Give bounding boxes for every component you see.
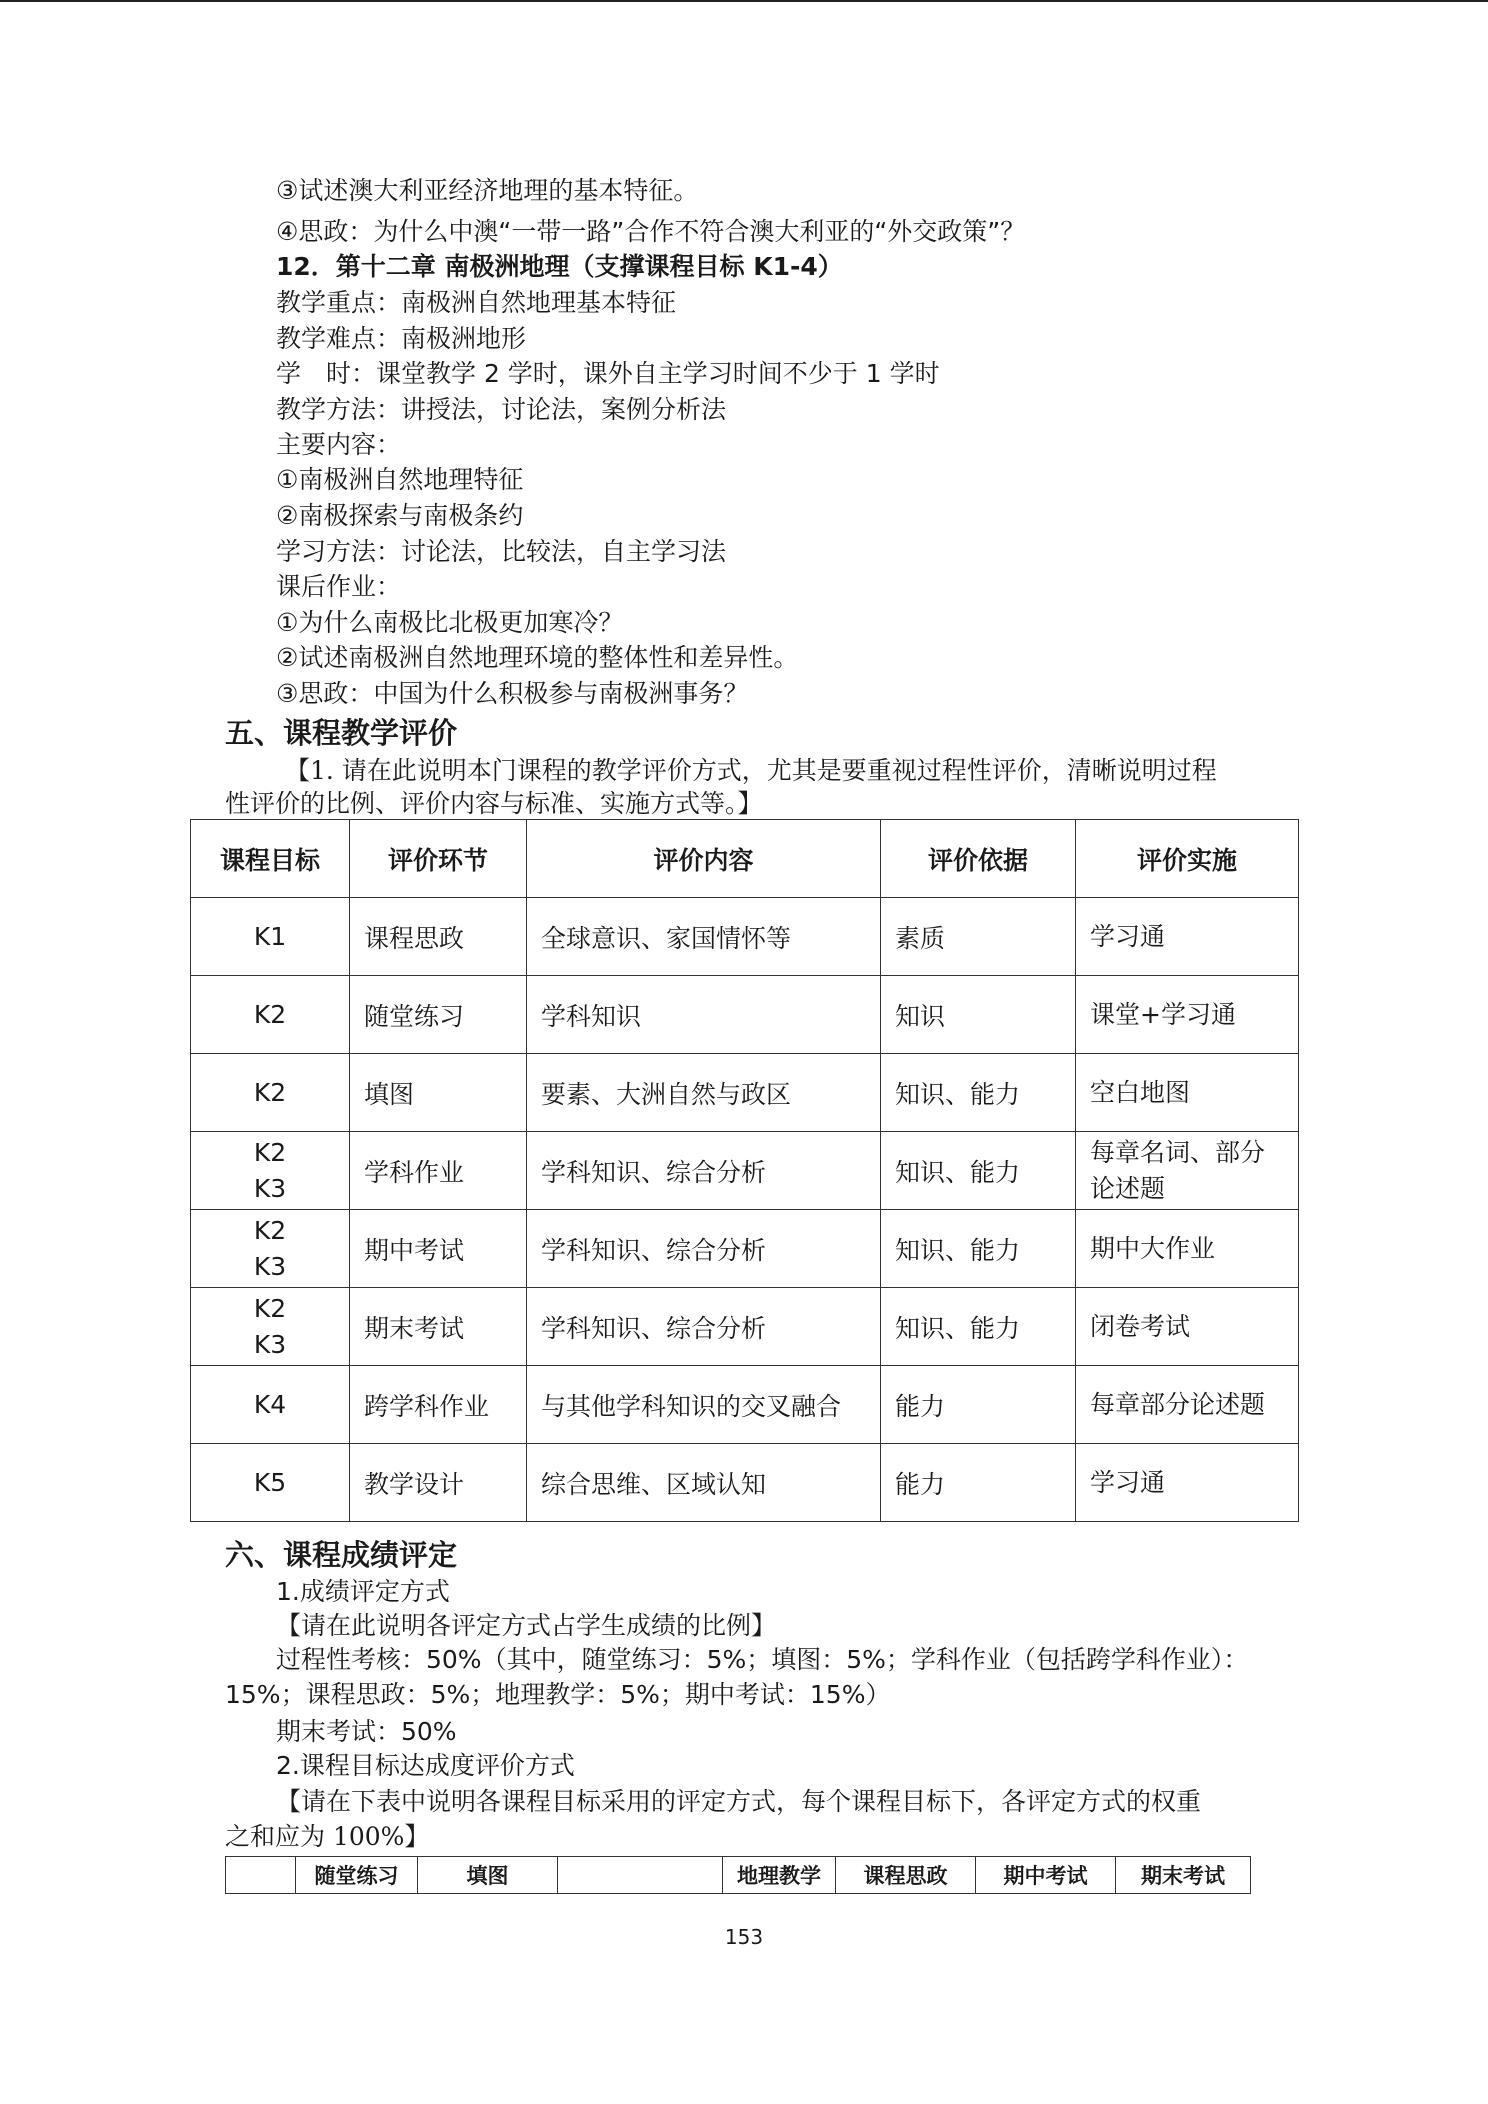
impl-cell-text: 空白地图	[1090, 1077, 1191, 1107]
text-line: 学 时：课堂教学 2 学时，课外自主学习时间不少于 1 学时	[276, 359, 940, 388]
basis-cell-text: 知识、能力	[895, 1313, 1021, 1343]
goal-cell	[191, 1444, 350, 1522]
goal-cell-text: K2	[253, 1137, 287, 1167]
impl-cell-text: 学习通	[1090, 1467, 1166, 1497]
link-cell-text: 跨学科作业	[364, 1391, 490, 1421]
link-cell	[350, 1054, 527, 1132]
goal-cell	[191, 1366, 350, 1444]
table-row	[191, 1132, 1299, 1210]
content-cell-text: 学科知识、综合分析	[541, 1235, 767, 1265]
text-line: 教学难点：南极洲地形	[276, 324, 527, 353]
content-cell-text: 学科知识、综合分析	[541, 1313, 767, 1343]
content-cell	[527, 1132, 881, 1210]
weight-table	[225, 1856, 1251, 1894]
goal-cell	[191, 1210, 350, 1288]
header-cell	[558, 1857, 723, 1894]
header-cell: 地理教学	[723, 1857, 836, 1894]
goal-cell-text: K2	[253, 999, 287, 1029]
impl-cell-text: 学习通	[1090, 921, 1166, 951]
content-cell-text: 要素、大洲自然与政区	[541, 1079, 792, 1109]
basis-cell-text: 能力	[895, 1391, 946, 1421]
goal-cell-text: K2	[253, 1293, 287, 1323]
header-cell: 课程思政	[836, 1857, 976, 1894]
link-cell	[350, 898, 527, 976]
goal-cell	[191, 976, 350, 1054]
basis-cell	[881, 1444, 1076, 1522]
link-cell-text: 填图	[364, 1079, 415, 1109]
table-row	[191, 898, 1299, 976]
basis-cell	[881, 1288, 1076, 1366]
impl-cell	[1076, 1366, 1299, 1444]
header-cell	[226, 1857, 296, 1894]
section-5-note-cont: 性评价的比例、评价内容与标准、实施方式等。】	[225, 789, 763, 818]
table-row	[191, 1366, 1299, 1444]
content-cell-text: 综合思维、区域认知	[541, 1469, 767, 1499]
impl-cell-text: 闭卷考试	[1090, 1311, 1191, 1341]
goal-cell	[191, 898, 350, 976]
goal-cell-text: K2	[253, 1077, 287, 1107]
text-line: 教学方法：讲授法，讨论法，案例分析法	[276, 395, 727, 424]
text-line: 教学重点：南极洲自然地理基本特征	[276, 288, 677, 317]
link-cell	[350, 1366, 527, 1444]
basis-cell-text: 素质	[895, 923, 946, 953]
header-cell: 随堂练习	[296, 1857, 418, 1894]
basis-cell-text: 知识、能力	[895, 1235, 1021, 1265]
header-cell: 课程目标	[191, 820, 350, 898]
section-5-note: 【1. 请在此说明本门课程的教学评价方式，尤其是要重视过程性评价，清晰说明过程	[285, 756, 1217, 785]
content-cell	[527, 1444, 881, 1522]
basis-cell-text: 知识	[895, 1001, 946, 1031]
text-line: 学习方法：讨论法，比较法，自主学习法	[276, 537, 727, 566]
basis-cell	[881, 898, 1076, 976]
header-cell: 填图	[418, 1857, 558, 1894]
basis-cell-text: 知识、能力	[895, 1157, 1021, 1187]
section-6-title: 六、课程成绩评定	[225, 1538, 458, 1572]
content-cell-text: 学科知识	[541, 1001, 642, 1031]
header-cell: 评价依据	[881, 820, 1076, 898]
content-cell	[527, 1210, 881, 1288]
table-header-row	[226, 1857, 1251, 1894]
basis-cell	[881, 1054, 1076, 1132]
basis-cell	[881, 1132, 1076, 1210]
impl-cell-text: 课堂+学习通	[1090, 999, 1236, 1029]
text-line: ②试述南极洲自然地理环境的整体性和差异性。	[276, 643, 799, 672]
content-cell	[527, 976, 881, 1054]
section-6-note: 【请在下表中说明各课程目标采用的评定方式，每个课程目标下，各评定方式的权重	[276, 1787, 1202, 1816]
header-cell: 期末考试	[1116, 1857, 1251, 1894]
content-cell	[527, 1054, 881, 1132]
text-line: ①为什么南极比北极更加寒冷？	[276, 608, 624, 637]
content-cell	[527, 1288, 881, 1366]
content-cell-text: 全球意识、家国情怀等	[541, 923, 792, 953]
subheading: 1.成绩评定方式	[276, 1577, 450, 1606]
header-cell: 评价环节	[350, 820, 527, 898]
text-line: ③试述澳大利亚经济地理的基本特征。	[276, 176, 699, 205]
link-cell-text: 课程思政	[364, 923, 465, 953]
impl-cell	[1076, 1288, 1299, 1366]
table-row	[191, 1288, 1299, 1366]
basis-cell	[881, 1210, 1076, 1288]
section-6-note-cont: 之和应为 100%】	[225, 1822, 430, 1851]
table-row	[191, 976, 1299, 1054]
text-line: 过程性考核：50%（其中，随堂练习：5%；填图：5%；学科作业（包括跨学科作业）：	[276, 1645, 1249, 1674]
table-row	[191, 1444, 1299, 1522]
section-5-title: 五、课程教学评价	[225, 716, 458, 750]
goal-cell-text: K3	[253, 1173, 287, 1203]
section-6-note: 【请在此说明各评定方式占学生成绩的比例】	[276, 1611, 777, 1640]
goal-cell-text: K2	[253, 1215, 287, 1245]
text-line: 主要内容：	[276, 430, 402, 459]
impl-cell	[1076, 976, 1299, 1054]
link-cell	[350, 976, 527, 1054]
content-cell-text: 与其他学科知识的交叉融合	[541, 1391, 842, 1421]
table-header-row	[191, 820, 1299, 898]
goal-cell-text: K4	[253, 1389, 287, 1419]
impl-cell	[1076, 1054, 1299, 1132]
link-cell-text: 期中考试	[364, 1235, 465, 1265]
link-cell-text: 学科作业	[364, 1157, 465, 1187]
text-line: 15%；课程思政：5%；地理教学：5%；期中考试：15%）	[225, 1680, 891, 1709]
impl-cell-text: 论述题	[1090, 1173, 1166, 1203]
content-cell-text: 学科知识、综合分析	[541, 1157, 767, 1187]
content-cell	[527, 1366, 881, 1444]
impl-cell-text: 期中大作业	[1090, 1233, 1216, 1263]
basis-cell	[881, 1366, 1076, 1444]
chapter-heading: 12．第十二章 南极洲地理（支撑课程目标 K1-4）	[276, 252, 843, 281]
text-line: 课后作业：	[276, 572, 402, 601]
impl-cell	[1076, 898, 1299, 976]
goal-cell	[191, 1054, 350, 1132]
text-line: ④思政：为什么中澳“一带一路”合作不符合澳大利亚的“外交政策”？	[276, 217, 1026, 246]
link-cell	[350, 1288, 527, 1366]
subheading: 2.课程目标达成度评价方式	[276, 1751, 575, 1780]
header-cell: 评价实施	[1076, 820, 1299, 898]
basis-cell	[881, 976, 1076, 1054]
top-border-line	[0, 0, 1488, 2]
link-cell-text: 随堂练习	[364, 1001, 465, 1031]
page-number: 153	[724, 1925, 764, 1949]
header-cell: 期中考试	[976, 1857, 1116, 1894]
impl-cell-text: 每章部分论述题	[1090, 1389, 1266, 1419]
evaluation-table	[190, 819, 1299, 1522]
table-row	[191, 1210, 1299, 1288]
header-cell: 评价内容	[527, 820, 881, 898]
table-row	[191, 1054, 1299, 1132]
basis-cell-text: 知识、能力	[895, 1079, 1021, 1109]
goal-cell-text: K1	[253, 921, 287, 951]
goal-cell-text: K3	[253, 1329, 287, 1359]
goal-cell	[191, 1288, 350, 1366]
text-line: ①南极洲自然地理特征	[276, 465, 524, 494]
text-line: 期末考试：50%	[276, 1717, 457, 1746]
link-cell	[350, 1132, 527, 1210]
text-line: ②南极探索与南极条约	[276, 501, 524, 530]
basis-cell-text: 能力	[895, 1469, 946, 1499]
impl-cell	[1076, 1444, 1299, 1522]
goal-cell-text: K3	[253, 1251, 287, 1281]
impl-cell	[1076, 1132, 1299, 1210]
text-line: ③思政：中国为什么积极参与南极洲事务？	[276, 679, 749, 708]
impl-cell	[1076, 1210, 1299, 1288]
goal-cell-text: K5	[253, 1467, 287, 1497]
link-cell	[350, 1210, 527, 1288]
link-cell-text: 期末考试	[364, 1313, 465, 1343]
link-cell-text: 教学设计	[364, 1469, 465, 1499]
content-cell	[527, 898, 881, 976]
goal-cell	[191, 1132, 350, 1210]
link-cell	[350, 1444, 527, 1522]
impl-cell-text: 每章名词、部分	[1090, 1137, 1266, 1167]
